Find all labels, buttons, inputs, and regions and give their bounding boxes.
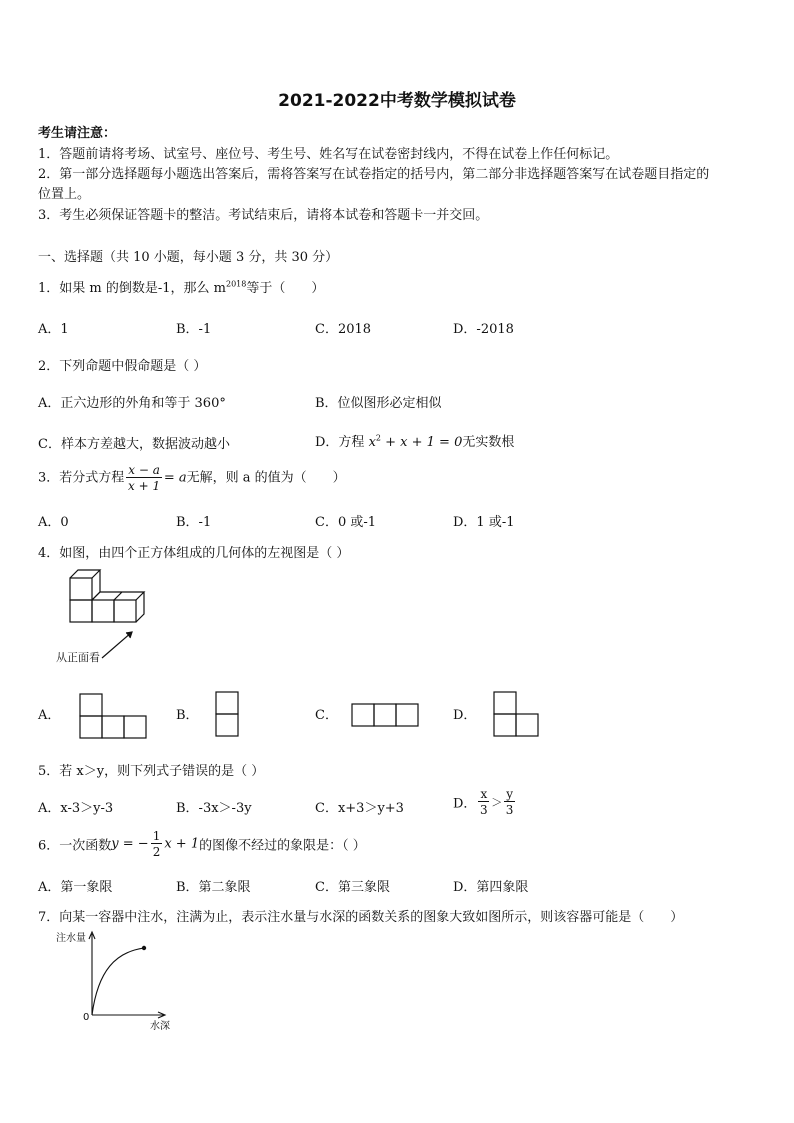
q7-x-axis-label: 水深 — [150, 1021, 170, 1032]
q1-stem-text: 1．如果 m 的倒数是-1，那么 m — [38, 281, 226, 296]
q7-stem: 7．向某一容器中注水，注满为止，表示注水量与水深的函数关系的图象大致如图所示，则该容器可能是（ ） — [38, 910, 684, 925]
q6-option-d[interactable]: D．第四象限 — [453, 880, 529, 895]
q2-option-c[interactable]: C．样本方差越大，数据波动越小 — [38, 437, 230, 452]
q7-endpoint — [142, 946, 146, 950]
q5-gt: ＞ — [491, 796, 503, 809]
q5-den-x: 3 — [480, 803, 488, 817]
q4-option-d-figure — [492, 690, 544, 740]
q3-fraction — [126, 464, 162, 492]
q2-option-a[interactable] — [38, 392, 226, 411]
q2-option-d-eq: + x + 1 = 0 — [381, 435, 463, 450]
q3-option-c[interactable]: C．0 或-1 — [315, 515, 377, 530]
notice-item-2: 2．第一部分选择题每小题选出答案后，需将答案写在试卷指定的括号内，第二部分非选择题答案写在试卷题目指定的 — [38, 167, 710, 182]
notice-heading: 考生请注意： — [38, 126, 117, 141]
q2-option-d-tail: 无实数根 — [462, 435, 515, 450]
q7-y-axis-label: 注水量 — [56, 933, 86, 944]
q7-curve — [92, 948, 144, 1015]
q1-stem — [38, 277, 324, 296]
q1-stem-tail: 等于（ ） — [246, 281, 325, 296]
q3-option-d[interactable]: D．1 或-1 — [453, 515, 515, 530]
q3-equals: = a — [163, 470, 187, 486]
q3-denominator: x + 1 — [128, 479, 161, 493]
q6-option-a[interactable]: A．第一象限 — [38, 880, 113, 895]
notice-item-3: 3．考生必须保证答题卡的整洁。考试结束后，请将本试卷和答题卡一并交回。 — [38, 208, 489, 223]
q3-option-b[interactable]: B．-1 — [176, 515, 212, 530]
q4-option-b[interactable]: B． — [176, 708, 199, 723]
notice-item-2-cont: 位置上。 — [38, 187, 91, 202]
q2-stem: 2．下列命题中假命题是（ ） — [38, 359, 207, 374]
page-title: 2021-2022中考数学模拟试卷 — [278, 91, 516, 111]
q5-den-y: 3 — [505, 803, 514, 817]
q3-stem — [38, 464, 346, 492]
q3-stem-text: 3．若分式方程 — [38, 470, 125, 486]
q3-numerator: x − a — [128, 463, 160, 477]
q1-option-b[interactable]: B．-1 — [176, 322, 212, 337]
q2-option-b[interactable]: B．位似图形必定相似 — [315, 396, 442, 411]
q4-option-c[interactable]: C． — [315, 708, 338, 723]
q6-stem-text: 6．一次函数 — [38, 838, 112, 854]
q5-stem: 5．若 x＞y，则下列式子错误的是（ ） — [38, 764, 265, 779]
q5-fraction-x — [478, 788, 489, 816]
q3-stem-tail: 无解，则 a 的值为（ ） — [186, 470, 346, 486]
q6-option-b[interactable]: B．第二象限 — [176, 880, 251, 895]
section-heading: 一、选择题（共 10 小题，每小题 3 分，共 30 分） — [38, 250, 339, 265]
q6-fraction — [151, 830, 163, 858]
q5-option-d-label: D． — [453, 796, 477, 812]
q4-option-b-figure — [214, 690, 242, 740]
q4-caption: 从正面看 — [56, 651, 100, 664]
q7-origin-label: 0 — [83, 1012, 90, 1023]
q2-option-a-text: A．正六边形的外角和等于 — [38, 396, 195, 411]
q7-graph — [86, 930, 176, 1020]
q4-option-a[interactable]: A． — [38, 708, 61, 723]
q6-stem — [38, 830, 366, 858]
q5-option-b[interactable]: B．-3x＞-3y — [176, 801, 252, 816]
q5-option-d[interactable] — [453, 788, 517, 816]
notice-item-1: 1．答题前请将考场、试室号、座位号、考生号、姓名写在试卷密封线内，不得在试卷上作任何标记。 — [38, 147, 619, 162]
q6-rest: x + 1 — [164, 836, 200, 852]
q2-option-d[interactable] — [315, 431, 514, 450]
q2-option-a-math: 360° — [194, 396, 226, 411]
q2-option-d-text: D．方程 — [315, 435, 369, 450]
q2-option-d-var: x — [368, 435, 376, 450]
q6-y-eq: y = − — [111, 836, 149, 852]
q4-option-c-figure — [350, 702, 424, 730]
q5-option-c[interactable]: C．x+3＞y+3 — [315, 801, 404, 816]
q1-option-c[interactable]: C．2018 — [315, 322, 372, 337]
q6-numerator: 1 — [152, 829, 161, 843]
q5-num-y: y — [506, 787, 513, 801]
q5-fraction-y — [504, 788, 515, 816]
q6-denominator: 2 — [152, 845, 161, 859]
q4-stem: 4．如图，由四个正方体组成的几何体的左视图是（ ） — [38, 546, 350, 561]
q6-option-c[interactable]: C．第三象限 — [315, 880, 390, 895]
q1-exponent: 2018 — [226, 279, 247, 289]
q6-stem-tail: 的图像不经过的象限是：（ ） — [199, 838, 366, 854]
q5-option-a[interactable]: A．x-3＞y-3 — [38, 801, 114, 816]
q1-option-a[interactable]: A．1 — [38, 322, 69, 337]
q1-option-d[interactable]: D．-2018 — [453, 322, 514, 337]
q5-num-x: x — [480, 787, 488, 801]
q4-option-d[interactable]: D． — [453, 708, 477, 723]
q2-option-d-exp: 2 — [375, 433, 381, 443]
q3-option-a[interactable]: A．0 — [38, 515, 69, 530]
q4-option-a-figure — [78, 692, 150, 740]
